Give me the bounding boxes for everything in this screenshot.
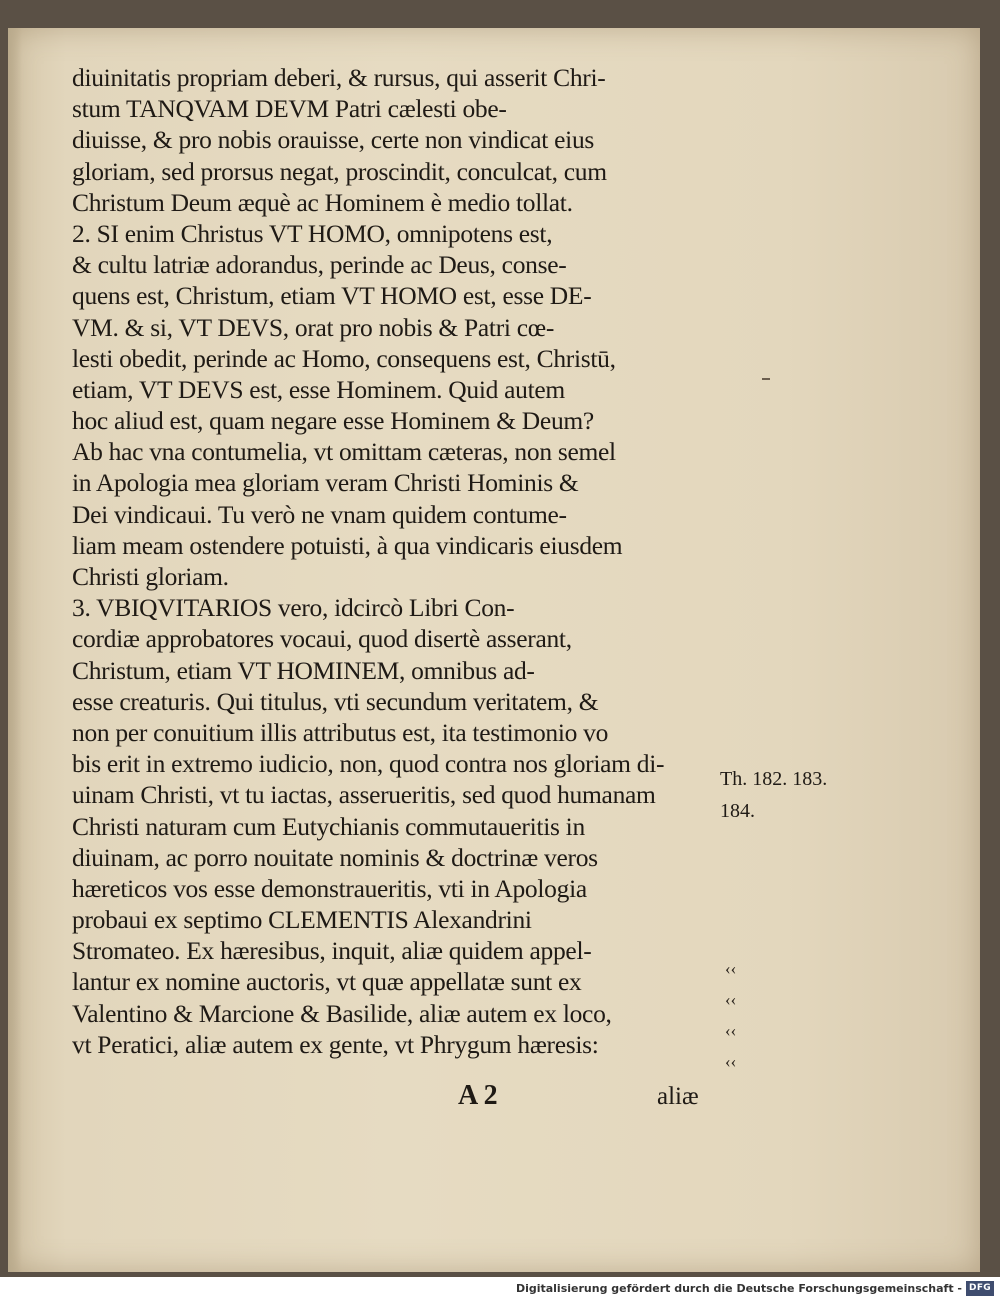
text-line: non per conuitium illis attributus est, ita testimonio vo bbox=[72, 717, 609, 747]
text-line: quens est, Christum, etiam VT HOMO est, esse DE- bbox=[72, 281, 592, 311]
margin-dash bbox=[762, 378, 770, 380]
text-line: in Apologia mea gloriam veram Christi Hominis & bbox=[72, 468, 579, 498]
text-line: diuinam, ac porro nouitate nominis & doctrinæ veros bbox=[72, 842, 598, 872]
text-line: etiam, VT DEVS est, esse Hominem. Quid autem bbox=[72, 374, 565, 404]
text-line: esse creaturis. Qui titulus, vti secundum veritatem, & bbox=[72, 686, 599, 716]
text-line: 3. VBIQVITARIOS vero, idcircò Libri Con- bbox=[72, 593, 515, 623]
text-line: hæreticos vos esse demonstraueritis, vti in Apologia bbox=[72, 873, 587, 903]
page-gutter-shadow bbox=[8, 28, 22, 1272]
quote-mark: ‹‹ bbox=[725, 1021, 737, 1040]
text-line: cordiæ approbatores vocaui, quod disertè asserant, bbox=[72, 624, 572, 654]
text-line: VM. & si, VT DEVS, orat pro nobis & Patri cœ- bbox=[72, 312, 555, 342]
quote-mark: ‹‹ bbox=[725, 990, 737, 1009]
text-line: lantur ex nomine auctoris, vt quæ appellatæ sunt ex bbox=[72, 967, 582, 997]
funding-credit: Digitalisierung gefördert durch die Deutsche Forschungsgemeinschaft - bbox=[515, 1282, 962, 1295]
text-line: Christum Deum æquè ac Hominem è medio tollat. bbox=[72, 187, 573, 217]
signature-mark: A 2 bbox=[458, 1080, 498, 1111]
main-text-block bbox=[72, 62, 742, 1060]
text-line: Christum, etiam VT HOMINEM, omnibus ad- bbox=[72, 655, 535, 685]
text-line: bis erit in extremo iudicio, non, quod contra nos gloriam di- bbox=[72, 749, 665, 779]
margin-note-reference-continued: 184. bbox=[720, 800, 755, 822]
text-line: Ab hac vna contumelia, vt omittam cæteras, non semel bbox=[72, 437, 616, 467]
text-line: hoc aliud est, quam negare esse Hominem & Deum? bbox=[72, 406, 594, 436]
text-line: stum TANQVAM DEVM Patri cælesti obe- bbox=[72, 94, 507, 124]
text-line: diuinitatis propriam deberi, & rursus, qui asserit Chri- bbox=[72, 63, 606, 92]
text-line: probaui ex septimo CLEMENTIS Alexandrini bbox=[72, 905, 532, 935]
credit-bar bbox=[0, 1277, 1000, 1301]
quote-mark: ‹‹ bbox=[725, 1052, 737, 1071]
text-line: lesti obedit, perinde ac Homo, consequens est, Christū, bbox=[72, 343, 616, 373]
catchword: aliæ bbox=[657, 1083, 699, 1110]
text-line: 2. SI enim Christus VT HOMO, omnipotens est, bbox=[72, 218, 553, 248]
text-line: Valentino & Marcione & Basilide, aliæ autem ex loco, bbox=[72, 998, 612, 1028]
text-line: Christi gloriam. bbox=[72, 562, 229, 591]
text-line: Dei vindicaui. Tu verò ne vnam quidem contume- bbox=[72, 499, 567, 529]
text-line: liam meam ostendere potuisti, à qua vindicaris eiusdem bbox=[72, 530, 623, 560]
text-line: Stromateo. Ex hæresibus, inquit, aliæ quidem appel- bbox=[72, 936, 592, 966]
text-line: Christi naturam cum Eutychianis commutaueritis in bbox=[72, 811, 585, 841]
dfg-logo: DFG bbox=[966, 1281, 994, 1296]
margin-note-reference: Th. 182. 183. bbox=[720, 768, 828, 790]
text-line: gloriam, sed prorsus negat, proscindit, conculcat, cum bbox=[72, 156, 607, 186]
quote-mark: ‹‹ bbox=[725, 959, 737, 978]
text-line: vt Peratici, aliæ autem ex gente, vt Phrygum hæresis: bbox=[72, 1029, 599, 1059]
text-line: & cultu latriæ adorandus, perinde ac Deus, conse- bbox=[72, 250, 567, 280]
text-line: uinam Christi, vt tu iactas, asserueritis, sed quod humanam bbox=[72, 780, 656, 810]
text-line: diuisse, & pro nobis orauisse, certe non vindicat eius bbox=[72, 125, 595, 155]
